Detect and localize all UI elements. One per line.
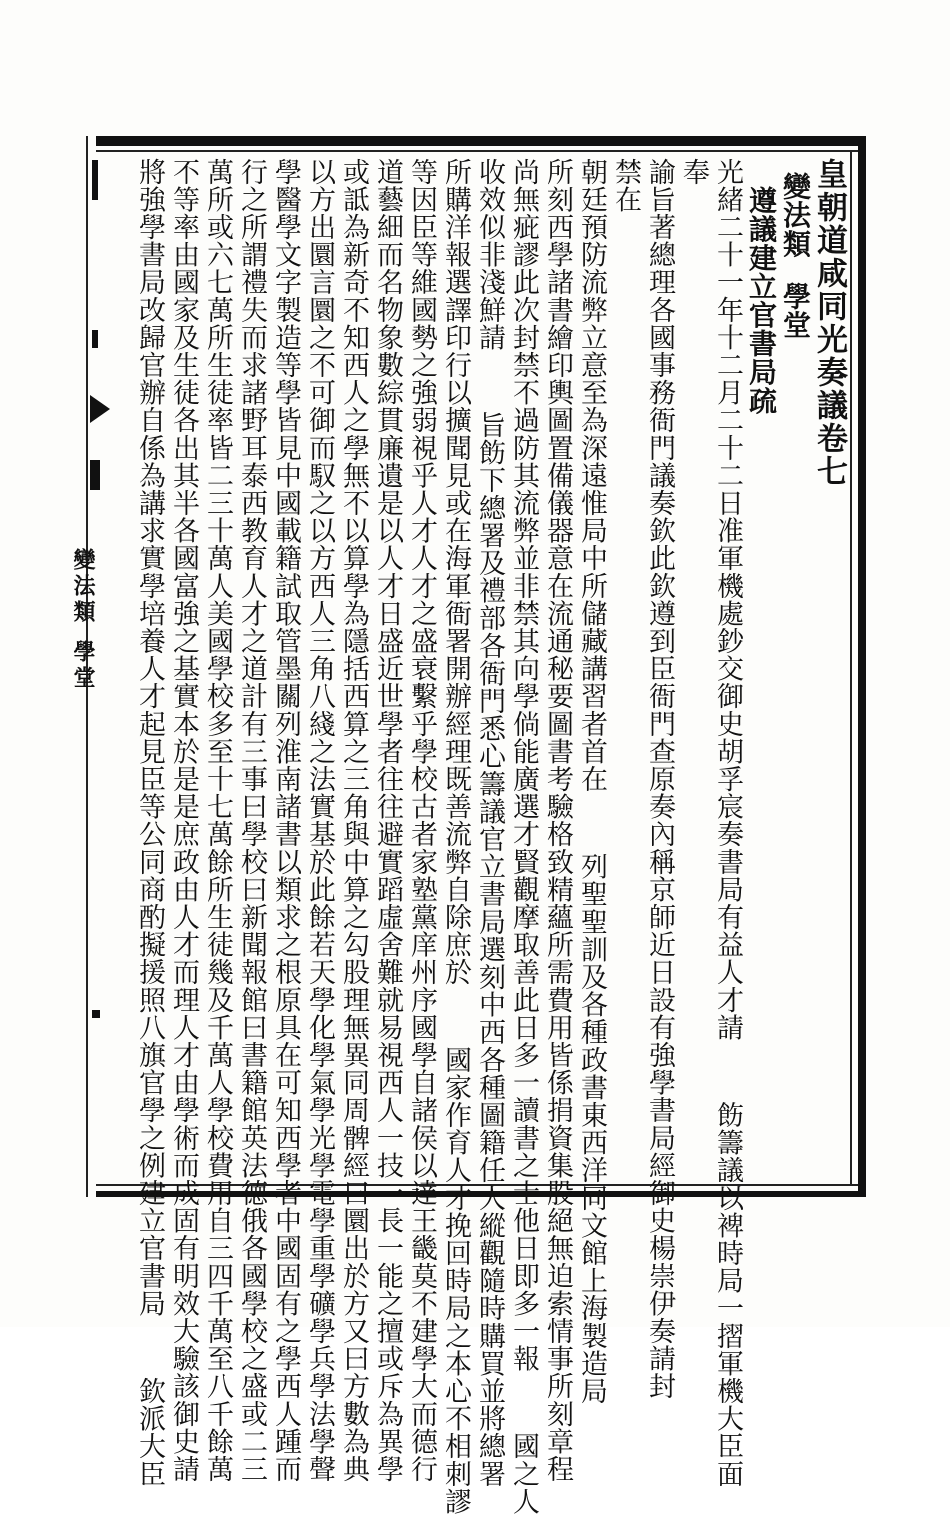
text-segment: 欽派大臣 — [134, 1377, 165, 1488]
text-column — [270, 158, 300, 1483]
text-segment: 道藝細而名物象數綜貫廉遺是以人才日盛近世學者往往避實蹈虛舍難就易視西人一技一長一能之擅或斥為異學 — [372, 158, 403, 1483]
text-column — [304, 158, 334, 1483]
text-column — [168, 158, 198, 1483]
text-segment: 萬所或六七萬所生徒率皆二三十萬人美國學校多至十七萬餘所生徒幾及千萬人學校費用自三四千萬至八千餘萬 — [202, 158, 233, 1483]
text-segment: 學堂 — [779, 281, 812, 340]
text-segment: 朝廷預防流弊立意至為深遠惟局中所儲藏講習者首在 — [576, 158, 607, 793]
section-heading — [746, 186, 776, 415]
text-segment: 以方出圜言圜之不可御而馭之以方西人三角八綫之法實基於此餘若天學化學氣學光學電學重學礦學兵學法學聲 — [304, 158, 335, 1483]
fore-edge-category: 變法類 — [70, 548, 96, 626]
text-segment: 學醫學文字製造等學皆見中國載籍試取管墨關列淮南諸書以類求之根原具在可知西學者中國固有之學西人踵而 — [270, 158, 301, 1483]
text-column — [406, 158, 436, 1483]
section-heading — [780, 172, 810, 339]
fore-edge-mark — [92, 1010, 100, 1018]
text-column — [542, 158, 572, 1483]
text-column — [134, 158, 164, 1488]
text-column — [202, 158, 232, 1483]
text-column — [644, 158, 674, 1400]
text-segment: 飭籌議以裨時局一摺軍機大臣面 — [712, 1101, 743, 1488]
fore-edge-mark — [92, 160, 98, 200]
text-segment: 奉 — [678, 158, 709, 186]
text-segment: 變法類 — [779, 172, 812, 258]
text-segment: 不等率由國家及生徒各出其半各國富強之基實本於是是庶政由人才而理人才由學術而成固有明效大驗該御史請 — [168, 158, 199, 1483]
text-column — [508, 158, 538, 1515]
volume-title — [811, 158, 847, 488]
frame-top-inner-border — [96, 150, 864, 152]
text-segment: 遵議建立官書局疏 — [745, 186, 778, 415]
text-segment: 所刻西學諸書繪印輿圖置備儀器意在流通秘要圖書考驗格致精蘊所需費用皆係捐資集股絕無迫索情事所刻章程 — [542, 158, 573, 1483]
text-segment: 禁在 — [610, 158, 641, 214]
text-column — [236, 158, 266, 1483]
text-segment: 收效似非淺鮮請 — [474, 158, 505, 352]
fore-edge-mark — [92, 330, 98, 348]
text-body — [110, 158, 850, 1515]
frame-right-inner-border — [850, 150, 852, 1186]
text-segment: 國之人 — [508, 1432, 539, 1515]
text-column — [338, 158, 368, 1483]
text-segment: 等因臣等維國勢之強弱視乎人才人才之盛衰繫乎學校古者家塾黨庠州序國學自諸侯以達王畿莫不建學大而德行 — [406, 158, 437, 1483]
text-column — [474, 158, 504, 1488]
text-column — [372, 158, 402, 1483]
fore-edge-subcategory: 學堂 — [70, 640, 96, 692]
text-segment: 諭旨著總理各國事務衙門議奏欽此欽遵到臣衙門查原奏內稱京師近日設有強學書局經御史楊崇伊奏請封 — [644, 158, 675, 1400]
text-column — [712, 158, 742, 1488]
text-segment: 列聖聖訓及各種政書東西洋同文館上海製造局 — [576, 852, 607, 1405]
text-segment: 皇朝道咸同光奏議卷七 — [811, 158, 847, 488]
text-segment: 所購洋報選譯印行以擴聞見或在海軍衙署開辦經理既善流弊自除庶於 — [440, 158, 471, 986]
text-segment: 尚無疵謬此次封禁不過防其流弊並非禁其向學倘能廣選才賢觀摩取善此日多一讀書之士他日即多一報 — [508, 158, 539, 1373]
text-segment: 光緒二十一年十二月二十二日准軍機處鈔交御史胡孚宸奏書局有益人才請 — [712, 158, 743, 1042]
text-segment: 行之所謂禮失而求諸野耳泰西教育人才之道計有三事曰學校曰新聞報館曰書籍館英法德俄各國學校之盛或二三 — [236, 158, 267, 1483]
text-column — [610, 158, 640, 213]
text-segment: 或詆為新奇不知西人之學無不以算學為隱括西算之三角與中算之勾股理無異同周髀經曰圜出於方又曰方數為典 — [338, 158, 369, 1483]
text-column — [440, 158, 470, 1515]
text-segment: 旨飭下總署及禮部各衙門悉心籌議官立書局選刻中西各種圖籍任人縱觀隨時購買並將總署 — [474, 411, 505, 1488]
text-segment: 國家作育人才挽回時局之本心不相刺謬 — [440, 1046, 471, 1515]
text-column — [678, 158, 708, 186]
frame-right-border — [858, 136, 866, 1197]
text-column — [576, 158, 606, 1405]
frame-top-border — [96, 136, 864, 146]
text-segment: 將強學書局改歸官辦自係為講求實學培養人才起見臣等公同商酌擬援照八旗官學之例建立官書局 — [134, 158, 165, 1318]
fore-edge-mark — [90, 460, 100, 490]
